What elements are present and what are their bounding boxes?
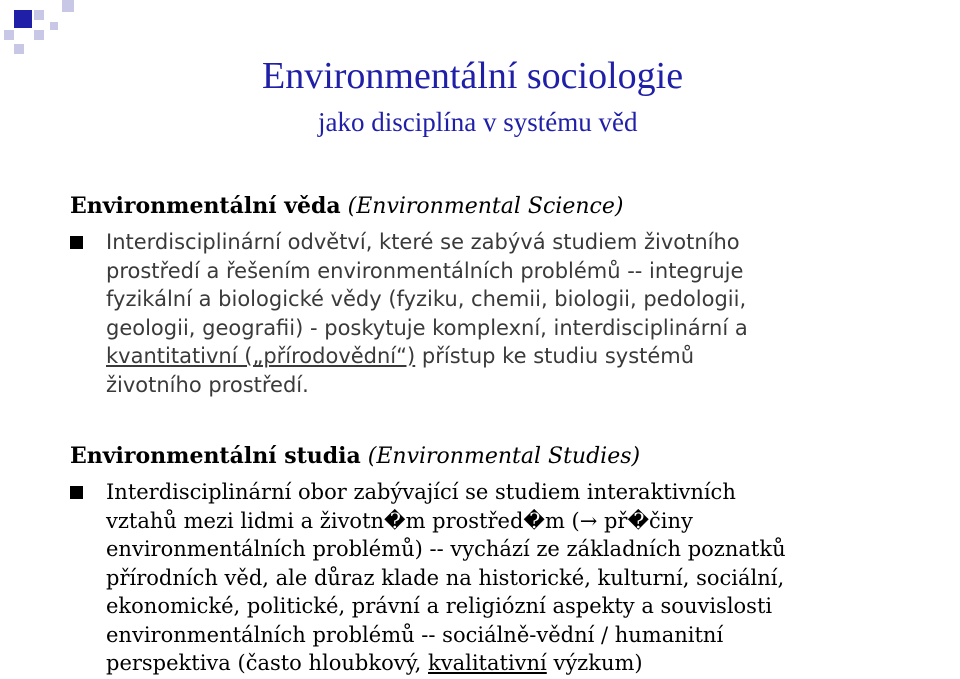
heading-bold: Environmentální věda xyxy=(70,193,341,219)
text-fragment: výzkum) xyxy=(546,651,643,675)
corner-square-light xyxy=(34,10,44,20)
heading-italic: (Environmental Studies) xyxy=(367,444,641,469)
corner-square-light xyxy=(4,30,14,40)
underlined-term: kvalitativní xyxy=(428,651,547,675)
text-fragment: přístup ke studiu systémů xyxy=(415,344,695,368)
corner-decoration xyxy=(0,0,90,60)
text-line xyxy=(106,649,906,678)
corner-square-light xyxy=(34,30,44,40)
square-bullet-icon xyxy=(70,236,83,249)
slide-title: Environmentální sociologie xyxy=(262,55,684,97)
corner-square-light xyxy=(50,22,58,30)
heading-bold: Environmentální studia xyxy=(70,443,361,469)
section-heading-environmental-science xyxy=(70,192,623,221)
corner-square-light xyxy=(14,44,24,54)
text-line: Interdisciplinární obor zabývající se studiem interaktivních xyxy=(106,480,736,504)
square-bullet-icon xyxy=(70,486,83,499)
heading-italic: (Environmental Science) xyxy=(347,194,624,219)
text-line: vztahů mezi lidmi a životn�m prostřed�m (→ př�činy xyxy=(106,508,693,533)
slide-subtitle: jako disciplína v systému věd xyxy=(318,107,638,137)
section-heading-environmental-studies xyxy=(70,442,640,471)
text-line: životního prostředí. xyxy=(106,372,309,397)
text-line: fyzikální a biologické vědy (fyziku, chemii, biologii, pedologii, xyxy=(106,287,747,311)
text-line: geologii, geografii) - poskytuje komplexní, interdisciplinární a xyxy=(106,315,748,340)
corner-square-light xyxy=(62,0,74,12)
text-fragment: perspektiva (často hloubkový, xyxy=(106,651,429,675)
text-line: prostředí a řešením environmentálních problémů -- integruje xyxy=(106,258,744,283)
corner-square-dark xyxy=(14,10,32,28)
text-line: environmentálních problémů) -- vychází ze základních poznatků xyxy=(106,537,786,561)
underlined-term: kvantitativní („přírodovědní“) xyxy=(106,344,416,368)
paragraph-environmental-science xyxy=(106,228,906,399)
paragraph-environmental-studies xyxy=(106,478,906,678)
text-line: Interdisciplinární odvětví, které se zabývá studiem životního xyxy=(106,230,740,254)
text-line: přírodních věd, ale důraz klade na historické, kulturní, sociální, xyxy=(106,565,785,590)
text-line: environmentálních problémů -- sociálně-vědní / humanitní xyxy=(106,622,724,647)
text-line xyxy=(106,342,906,371)
text-line: ekonomické, politické, právní a religiózní aspekty a souvislosti xyxy=(106,594,773,618)
